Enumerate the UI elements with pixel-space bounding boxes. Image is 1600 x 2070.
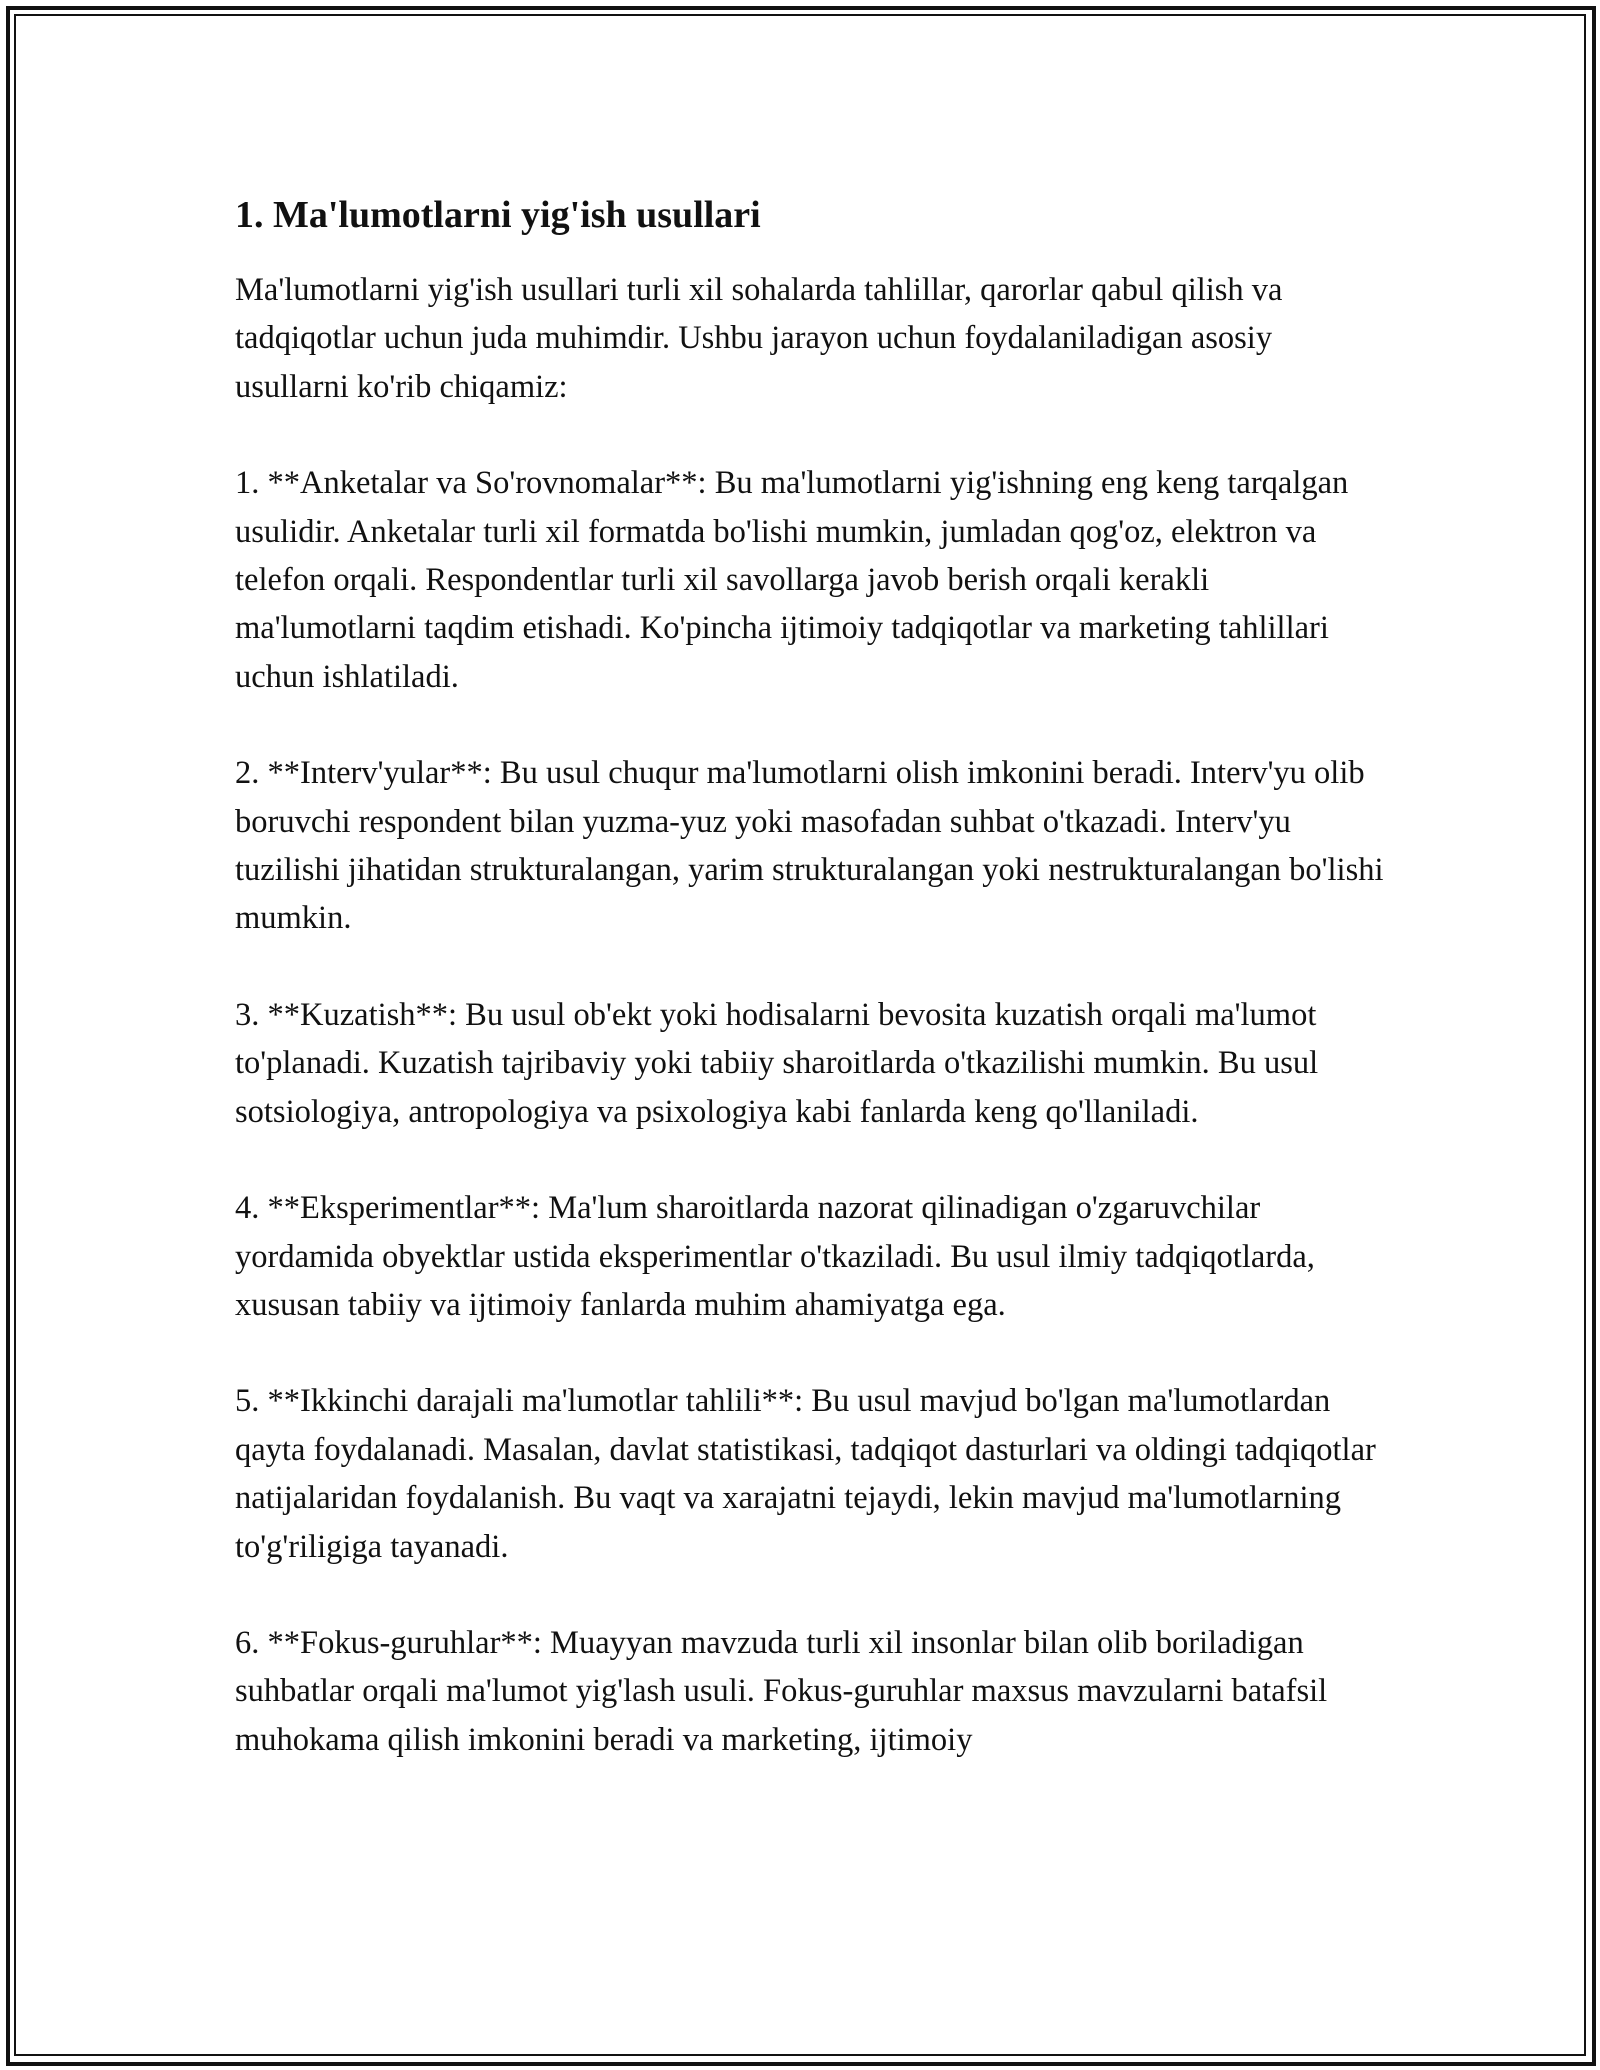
section-heading: 1. Ma'lumotlarni yig'ish usullari: [235, 194, 761, 236]
intro-paragraph: Ma'lumotlarni yig'ish usullari turli xil sohalarda tahlillar, qarorlar qabul qilish va tadqiqotlar uchun juda muhimdir. Ushbu jarayon uchun foydalaniladigan asosiy usullarni ko'rib chiqamiz:: [235, 272, 1283, 405]
list-item-secondary-analysis: 5. **Ikkinchi darajali ma'lumotlar tahlili**: Bu usul mavjud bo'lgan ma'lumotlardan qayta foydalanadi. Masalan, davlat statistikasi, tadqiqot dasturlari va oldingi tadqiqotlar natijalaridan foydalanish. Bu vaqt va xarajatni tejaydi, lekin mavjud ma'lumotlarning to'g'riligiga tayanadi.: [235, 1383, 1376, 1565]
list-item-focus-groups: 6. **Fokus-guruhlar**: Muayyan mavzuda turli xil insonlar bilan olib boriladigan suhbatlar orqali ma'lumot yig'lash usuli. Fokus-guruhlar maxsus mavzularni batafsil muhokama qilish imkonini beradi va marketing, ijtimoiy: [235, 1624, 1328, 1758]
list-item-surveys: 1. **Anketalar va So'rovnomalar**: Bu ma'lumotlarni yig'ishning eng keng tarqalgan usulidir. Anketalar turli xil formatda bo'lishi mumkin, jumladan qog'oz, elektron va telefon orqali. Respondentlar turli xil savollarga javob berish orqali kerakli ma'lumotlarni taqdim etishadi. Ko'pincha ijtimoiy tadqiqotlar va marketing tahlillari uchun ishlatiladi.: [235, 465, 1349, 695]
list-item-interviews: 2. **Interv'yular**: Bu usul chuqur ma'lumotlarni olish imkonini beradi. Interv'yu olib boruvchi respondent bilan yuzma-yuz yoki masofadan suhbat o'tkazadi. Interv'yu tuzilishi jihatidan strukturalangan, yarim strukturalangan yoki nestrukturalangan bo'lishi mumkin.: [235, 755, 1384, 937]
list-item-experiments: 4. **Eksperimentlar**: Ma'lum sharoitlarda nazorat qilinadigan o'zgaruvchilar yordamida obyektlar ustida eksperimentlar o'tkaziladi. Bu usul ilmiy tadqiqotlarda, xususan tabiiy va ijtimoiy fanlarda muhim ahamiyatga ega.: [235, 1190, 1315, 1323]
document-body: [235, 186, 1385, 1812]
list-item-observation: 3. **Kuzatish**: Bu usul ob'ekt yoki hodisalarni bevosita kuzatish orqali ma'lumot to'planadi. Kuzatish tajribaviy yoki tabiiy sharoitlarda o'tkazilishi mumkin. Bu usul sotsiologiya, antropologiya va psixologiya kabi fanlarda keng qo'llaniladi.: [235, 996, 1319, 1130]
